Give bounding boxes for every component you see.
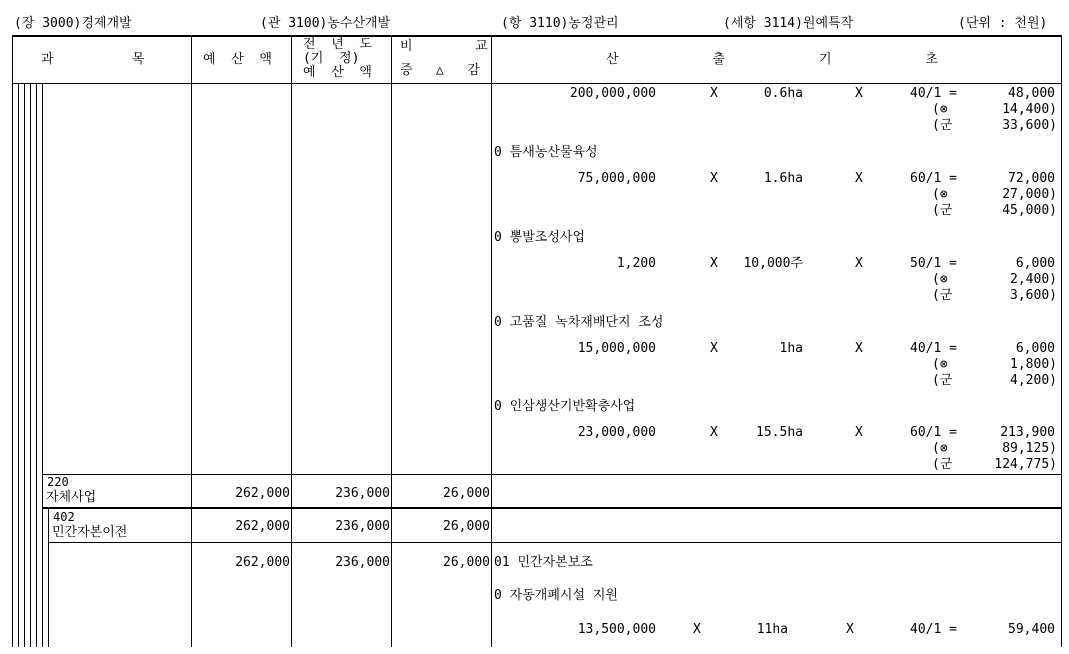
- calc-total: 48,000: [1008, 86, 1055, 101]
- row01-title: 01 민간자본보조: [494, 555, 593, 570]
- basis-item-title: 0 틈새농산물육성: [494, 145, 598, 160]
- calc-x1: X: [710, 86, 718, 101]
- calc-share-label-gun: (군: [932, 373, 953, 388]
- calc-total: 6,000: [1015, 256, 1055, 271]
- calc-base: 15,000,000: [577, 341, 656, 356]
- hang-label: (항 3110)농정관리: [501, 16, 619, 31]
- calc-share-label-gun: (군: [932, 457, 953, 472]
- calc-x2: X: [855, 171, 863, 186]
- calc-share-value-do: 14,400): [1002, 102, 1057, 117]
- calc-rate: 40/1 =: [910, 341, 957, 356]
- row220-budget: 262,000: [235, 486, 290, 501]
- calc-x2: X: [855, 425, 863, 440]
- row01-prev: 236,000: [335, 555, 390, 570]
- col-prev-1: 전 년 도: [303, 37, 372, 52]
- calc-share-value-do: 1,800): [1010, 357, 1057, 372]
- calc-share-value-gun: 33,600): [1002, 118, 1057, 133]
- row01-diff: 26,000: [443, 555, 490, 570]
- calc-x1: X: [710, 341, 718, 356]
- calc-rate: 60/1 =: [910, 171, 957, 186]
- calc-x1: X: [710, 171, 718, 186]
- calc-x2: X: [855, 86, 863, 101]
- row402-name: 민간자본이전: [52, 525, 128, 540]
- calc-share-label-do: (⊗: [932, 102, 948, 117]
- col-prev-2: (기 정): [303, 51, 360, 66]
- calc-qty: 1ha: [779, 341, 803, 356]
- col-compare-1: 비 교: [400, 39, 488, 54]
- row01-calc-x2: X: [846, 622, 854, 637]
- calc-x2: X: [855, 256, 863, 271]
- calc-x1: X: [710, 425, 718, 440]
- unit-label: (단위 : 천원): [958, 16, 1048, 31]
- calc-share-label-gun: (군: [932, 118, 953, 133]
- calc-qty: 1.6ha: [763, 171, 803, 186]
- calc-x1: X: [710, 256, 718, 271]
- jang-label: (장 3000)경제개발: [14, 16, 132, 31]
- calc-share-value-gun: 124,775): [994, 457, 1057, 472]
- row402-budget: 262,000: [235, 519, 290, 534]
- row402-diff: 26,000: [443, 519, 490, 534]
- calc-total: 72,000: [1008, 171, 1055, 186]
- row01-calc-x1: X: [693, 622, 701, 637]
- calc-qty: 15.5ha: [756, 425, 803, 440]
- basis-item-title: 0 인삼생산기반확충사업: [494, 399, 636, 414]
- calc-share-label-do: (⊗: [932, 357, 948, 372]
- col-prev-3: 예 산 액: [303, 65, 372, 80]
- calc-rate: 60/1 =: [910, 425, 957, 440]
- calc-share-label-do: (⊗: [932, 272, 948, 287]
- calc-qty: 0.6ha: [763, 86, 803, 101]
- row01-budget: 262,000: [235, 555, 290, 570]
- row01-calc-rate: 40/1 =: [910, 622, 957, 637]
- row01-item: 0 자동개폐시설 지원: [494, 588, 618, 603]
- row220-name: 자체사업: [46, 490, 97, 505]
- calc-share-value-gun: 4,200): [1010, 373, 1057, 388]
- calc-rate: 40/1 =: [910, 86, 957, 101]
- calc-rate: 50/1 =: [910, 256, 957, 271]
- calc-share-value-gun: 45,000): [1002, 203, 1057, 218]
- row01-calc-base: 13,500,000: [577, 622, 656, 637]
- row220-code: 220: [47, 475, 69, 489]
- col-budget: 예 산 액: [203, 52, 272, 67]
- calc-share-label-gun: (군: [932, 288, 953, 303]
- row402-code: 402: [53, 510, 75, 524]
- calc-share-label-do: (⊗: [932, 441, 948, 456]
- row220-diff: 26,000: [443, 486, 490, 501]
- calc-total: 6,000: [1015, 341, 1055, 356]
- calc-share-label-do: (⊗: [932, 187, 948, 202]
- row01-calc-total: 59,400: [1008, 622, 1055, 637]
- calc-share-value-do: 89,125): [1002, 441, 1057, 456]
- calc-share-value-gun: 3,600): [1010, 288, 1057, 303]
- calc-x2: X: [855, 341, 863, 356]
- calc-base: 75,000,000: [577, 171, 656, 186]
- calc-share-value-do: 2,400): [1010, 272, 1057, 287]
- row01-calc-qty: 11ha: [756, 622, 788, 637]
- col-basis: 산 출 기 초: [606, 52, 938, 67]
- calc-qty: 10,000주: [743, 256, 803, 271]
- gwan-label: (관 3100)농수산개발: [260, 16, 391, 31]
- calc-share-label-gun: (군: [932, 203, 953, 218]
- basis-item-title: 0 뽕발조성사업: [494, 230, 586, 245]
- col-compare-2: 증 △ 감: [400, 63, 480, 78]
- calc-share-value-do: 27,000): [1002, 187, 1057, 202]
- row220-prev: 236,000: [335, 486, 390, 501]
- sehang-label: (세항 3114)원예특작: [723, 16, 854, 31]
- calc-base: 23,000,000: [577, 425, 656, 440]
- basis-item-title: 0 고품질 녹차재배단지 조성: [494, 315, 664, 330]
- calc-base: 1,200: [616, 256, 656, 271]
- col-gwamok: 과 목: [41, 52, 145, 67]
- calc-total: 213,900: [1000, 425, 1055, 440]
- row402-prev: 236,000: [335, 519, 390, 534]
- calc-base: 200,000,000: [569, 86, 656, 101]
